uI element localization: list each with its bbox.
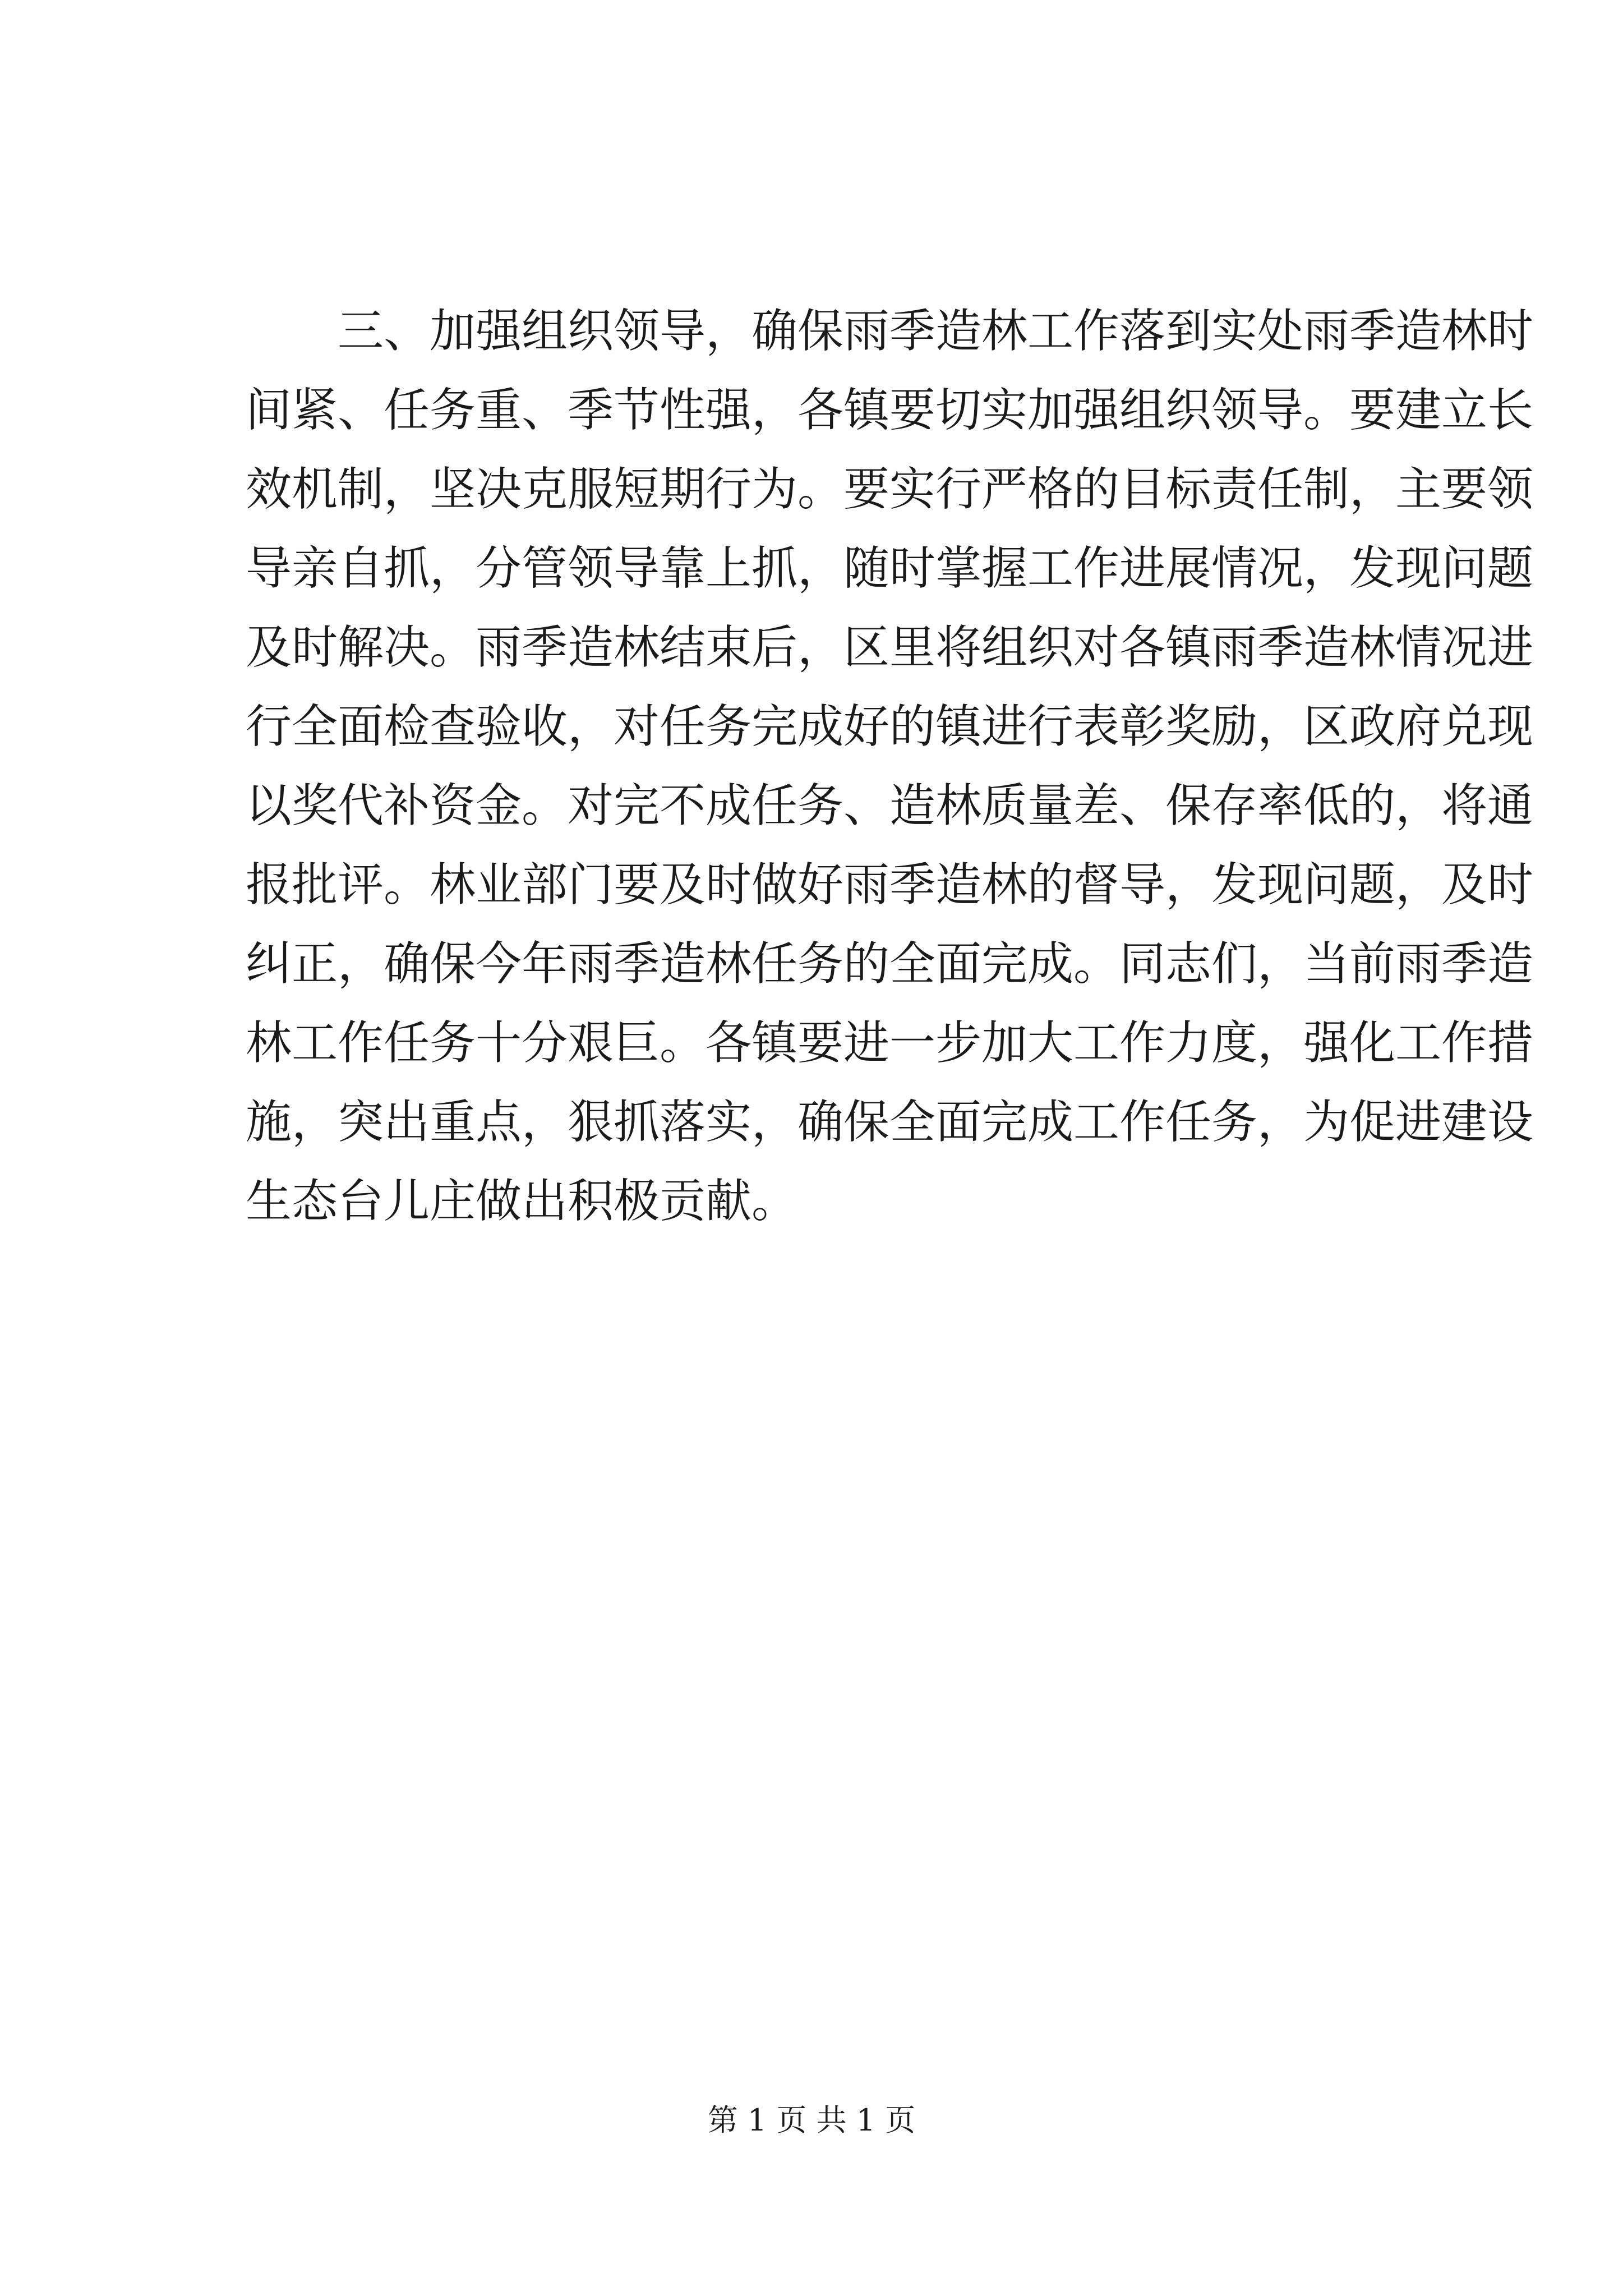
paragraph-line: 施，突出重点，狠抓落实，确保全面完成工作任务，为促进建设 <box>246 1096 1534 1149</box>
paragraph-line: 及时解决。雨季造林结束后，区里将组织对各镇雨季造林情况进 <box>246 621 1534 674</box>
paragraph-line: 效机制，坚决克服短期行为。要实行严格的目标责任制，主要领 <box>246 463 1534 516</box>
paragraph-line: 报批评。林业部门要及时做好雨季造林的督导，发现问题，及时 <box>246 858 1534 912</box>
paragraph-line: 三、加强组织领导，确保雨季造林工作落到实处雨季造林时 <box>338 305 1534 358</box>
paragraph-line: 林工作任务十分艰巨。各镇要进一步加大工作力度，强化工作措 <box>246 1016 1534 1070</box>
paragraph <box>246 292 1534 1241</box>
paragraph-line: 生态台儿庄做出积极贡献。 <box>246 1175 798 1228</box>
paragraph-line: 间紧、任务重、季节性强，各镇要切实加强组织领导。要建立长 <box>246 384 1534 437</box>
paragraph-line: 导亲自抓，分管领导靠上抓，随时掌握工作进展情况，发现问题 <box>246 542 1534 595</box>
page-footer: 第 1 页 共 1 页 <box>707 2102 916 2138</box>
paragraph-line: 以奖代补资金。对完不成任务、造林质量差、保存率低的，将通 <box>246 779 1534 832</box>
paragraph-line: 纠正，确保今年雨季造林任务的全面完成。同志们，当前雨季造 <box>246 937 1534 991</box>
paragraph-line: 行全面检查验收，对任务完成好的镇进行表彰奖励，区政府兑现 <box>246 700 1534 753</box>
